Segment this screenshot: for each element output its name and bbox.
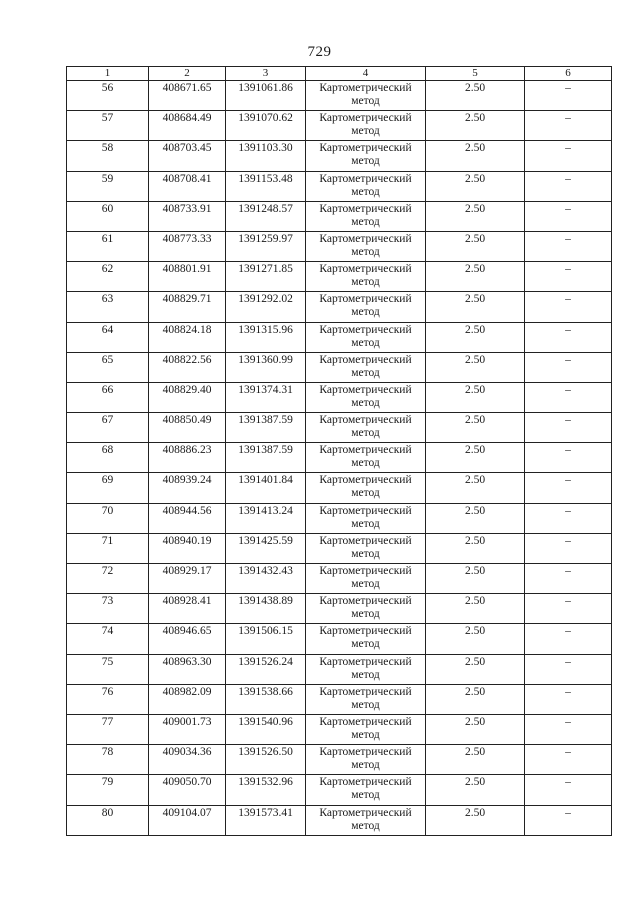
x-coordinate-cell: 408886.23 [149,443,226,473]
point-number-cell: 78 [67,745,149,775]
point-number-cell: 60 [67,201,149,231]
accuracy-cell: 2.50 [426,262,525,292]
method-cell [306,262,426,292]
table-row [67,594,612,624]
accuracy-cell: 2.50 [426,292,525,322]
note-cell: – [525,413,612,443]
method-line-2: метод [351,728,380,741]
accuracy-cell: 2.50 [426,503,525,533]
point-number-cell: 56 [67,81,149,111]
method-line-2: метод [351,819,380,832]
y-coordinate-cell: 1391292.02 [226,292,306,322]
table-row [67,503,612,533]
accuracy-cell: 2.50 [426,382,525,412]
method-line-1: Картометрический [319,534,412,547]
x-coordinate-cell: 408939.24 [149,473,226,503]
note-cell: – [525,473,612,503]
method-line-2: метод [351,638,380,651]
x-coordinate-cell: 408708.41 [149,171,226,201]
note-cell: – [525,292,612,322]
point-number-cell: 58 [67,141,149,171]
accuracy-cell: 2.50 [426,805,525,835]
column-header-4: 4 [306,67,426,81]
method-cell [306,171,426,201]
method-cell [306,564,426,594]
y-coordinate-cell: 1391532.96 [226,775,306,805]
method-line-2: метод [351,789,380,802]
point-number-cell: 64 [67,322,149,352]
method-line-1: Картометрический [319,625,412,638]
y-coordinate-cell: 1391387.59 [226,413,306,443]
x-coordinate-cell: 408801.91 [149,262,226,292]
method-cell [306,292,426,322]
method-cell [306,413,426,443]
method-line-2: метод [351,517,380,530]
column-header-3: 3 [226,67,306,81]
method-line-1: Картометрический [319,806,412,819]
note-cell: – [525,262,612,292]
y-coordinate-cell: 1391374.31 [226,382,306,412]
point-number-cell: 59 [67,171,149,201]
method-line-1: Картометрический [319,172,412,185]
y-coordinate-cell: 1391540.96 [226,714,306,744]
table-row [67,775,612,805]
table-row [67,262,612,292]
x-coordinate-cell: 409034.36 [149,745,226,775]
table-row [67,352,612,382]
method-line-2: метод [351,457,380,470]
x-coordinate-cell: 408733.91 [149,201,226,231]
note-cell: – [525,654,612,684]
note-cell: – [525,624,612,654]
point-number-cell: 72 [67,564,149,594]
column-header-6: 6 [525,67,612,81]
table-row [67,714,612,744]
method-line-2: метод [351,487,380,500]
method-cell [306,745,426,775]
method-cell [306,443,426,473]
x-coordinate-cell: 408928.41 [149,594,226,624]
point-number-cell: 63 [67,292,149,322]
table-row [67,382,612,412]
table-row [67,201,612,231]
method-line-1: Картометрический [319,595,412,608]
method-line-1: Картометрический [319,202,412,215]
accuracy-cell: 2.50 [426,201,525,231]
note-cell: – [525,111,612,141]
y-coordinate-cell: 1391526.24 [226,654,306,684]
x-coordinate-cell: 408684.49 [149,111,226,141]
accuracy-cell: 2.50 [426,231,525,261]
x-coordinate-cell: 408829.71 [149,292,226,322]
point-number-cell: 79 [67,775,149,805]
y-coordinate-cell: 1391315.96 [226,322,306,352]
method-line-2: метод [351,125,380,138]
y-coordinate-cell: 1391103.30 [226,141,306,171]
method-line-2: метод [351,578,380,590]
note-cell: – [525,533,612,563]
method-line-2: метод [351,668,380,681]
method-line-2: метод [351,276,380,289]
accuracy-cell: 2.50 [426,81,525,111]
x-coordinate-cell: 408822.56 [149,352,226,382]
method-line-2: метод [351,306,380,319]
point-number-cell: 71 [67,533,149,563]
accuracy-cell: 2.50 [426,684,525,714]
note-cell: – [525,503,612,533]
accuracy-cell: 2.50 [426,141,525,171]
table-row [67,111,612,141]
method-line-2: метод [351,95,380,107]
x-coordinate-cell: 408963.30 [149,654,226,684]
method-line-1: Картометрический [319,746,412,759]
accuracy-cell: 2.50 [426,594,525,624]
method-cell [306,624,426,654]
y-coordinate-cell: 1391438.89 [226,594,306,624]
x-coordinate-cell: 408671.65 [149,81,226,111]
note-cell: – [525,81,612,111]
method-cell [306,473,426,503]
note-cell: – [525,443,612,473]
column-header-2: 2 [149,67,226,81]
note-cell: – [525,805,612,835]
y-coordinate-cell: 1391061.86 [226,81,306,111]
method-line-2: метод [351,366,380,379]
point-number-cell: 66 [67,382,149,412]
method-cell [306,775,426,805]
table-header [67,67,612,81]
method-line-1: Картометрический [319,232,412,245]
accuracy-cell: 2.50 [426,352,525,382]
method-line-1: Картометрический [319,474,412,487]
table-row [67,231,612,261]
column-header-5: 5 [426,67,525,81]
y-coordinate-cell: 1391425.59 [226,533,306,563]
accuracy-cell: 2.50 [426,654,525,684]
x-coordinate-cell: 408850.49 [149,413,226,443]
x-coordinate-cell: 408829.40 [149,382,226,412]
table-row [67,624,612,654]
y-coordinate-cell: 1391360.99 [226,352,306,382]
accuracy-cell: 2.50 [426,443,525,473]
note-cell: – [525,141,612,171]
accuracy-cell: 2.50 [426,111,525,141]
table-row [67,413,612,443]
method-line-1: Картометрический [319,323,412,336]
method-cell [306,231,426,261]
method-line-1: Картометрический [319,565,412,577]
method-line-1: Картометрический [319,776,412,789]
accuracy-cell: 2.50 [426,564,525,594]
method-line-1: Картометрический [319,142,412,155]
y-coordinate-cell: 1391526.50 [226,745,306,775]
point-number-cell: 61 [67,231,149,261]
y-coordinate-cell: 1391248.57 [226,201,306,231]
note-cell: – [525,564,612,594]
table-row [67,564,612,594]
x-coordinate-cell: 408982.09 [149,684,226,714]
method-line-2: метод [351,245,380,258]
method-line-1: Картометрический [319,685,412,698]
method-cell [306,322,426,352]
method-line-2: метод [351,155,380,168]
accuracy-cell: 2.50 [426,413,525,443]
point-number-cell: 75 [67,654,149,684]
method-cell [306,382,426,412]
x-coordinate-cell: 408946.65 [149,624,226,654]
note-cell: – [525,745,612,775]
y-coordinate-cell: 1391413.24 [226,503,306,533]
note-cell: – [525,201,612,231]
note-cell: – [525,714,612,744]
table-row [67,443,612,473]
method-line-2: метод [351,547,380,560]
y-coordinate-cell: 1391506.15 [226,624,306,654]
note-cell: – [525,684,612,714]
method-line-2: метод [351,759,380,772]
table-row [67,171,612,201]
table-row [67,292,612,322]
method-line-1: Картометрический [319,655,412,668]
point-number-cell: 69 [67,473,149,503]
coordinates-table [66,66,612,836]
method-cell [306,141,426,171]
note-cell: – [525,322,612,352]
method-line-1: Картометрический [319,715,412,728]
method-line-1: Картометрический [319,414,412,427]
page-number: 729 [307,44,332,60]
point-number-cell: 80 [67,805,149,835]
method-cell [306,201,426,231]
method-line-2: метод [351,698,380,711]
note-cell: – [525,352,612,382]
x-coordinate-cell: 408773.33 [149,231,226,261]
accuracy-cell: 2.50 [426,775,525,805]
method-line-2: метод [351,185,380,198]
point-number-cell: 67 [67,413,149,443]
table-row [67,473,612,503]
table-body [67,81,612,836]
column-header-1: 1 [67,67,149,81]
method-cell [306,503,426,533]
y-coordinate-cell: 1391387.59 [226,443,306,473]
method-cell [306,533,426,563]
method-cell [306,111,426,141]
note-cell: – [525,382,612,412]
point-number-cell: 74 [67,624,149,654]
point-number-cell: 62 [67,262,149,292]
x-coordinate-cell: 408824.18 [149,322,226,352]
accuracy-cell: 2.50 [426,473,525,503]
y-coordinate-cell: 1391432.43 [226,564,306,594]
table-row [67,684,612,714]
point-number-cell: 68 [67,443,149,473]
table-row [67,81,612,111]
y-coordinate-cell: 1391573.41 [226,805,306,835]
method-line-1: Картометрический [319,263,412,276]
method-cell [306,352,426,382]
x-coordinate-cell: 408940.19 [149,533,226,563]
table-row [67,322,612,352]
point-number-cell: 70 [67,503,149,533]
x-coordinate-cell: 409001.73 [149,714,226,744]
method-cell [306,714,426,744]
point-number-cell: 76 [67,684,149,714]
method-line-1: Картометрический [319,444,412,457]
note-cell: – [525,171,612,201]
x-coordinate-cell: 408929.17 [149,564,226,594]
accuracy-cell: 2.50 [426,714,525,744]
table-row [67,745,612,775]
x-coordinate-cell: 409050.70 [149,775,226,805]
table-row [67,533,612,563]
table-row [67,805,612,835]
accuracy-cell: 2.50 [426,624,525,654]
method-cell [306,654,426,684]
method-line-1: Картометрический [319,82,412,94]
method-line-2: метод [351,336,380,349]
header-row [67,67,612,81]
note-cell: – [525,231,612,261]
accuracy-cell: 2.50 [426,171,525,201]
y-coordinate-cell: 1391153.48 [226,171,306,201]
method-line-2: метод [351,608,380,621]
y-coordinate-cell: 1391070.62 [226,111,306,141]
point-number-cell: 65 [67,352,149,382]
table-row [67,141,612,171]
method-line-1: Картометрический [319,504,412,517]
method-line-2: метод [351,215,380,228]
method-cell [306,805,426,835]
method-line-1: Картометрический [319,293,412,306]
method-cell [306,81,426,111]
method-line-1: Картометрический [319,112,412,125]
accuracy-cell: 2.50 [426,533,525,563]
x-coordinate-cell: 408944.56 [149,503,226,533]
accuracy-cell: 2.50 [426,322,525,352]
note-cell: – [525,775,612,805]
point-number-cell: 77 [67,714,149,744]
method-cell [306,684,426,714]
method-line-2: метод [351,427,380,440]
method-cell [306,594,426,624]
y-coordinate-cell: 1391401.84 [226,473,306,503]
point-number-cell: 73 [67,594,149,624]
method-line-1: Картометрический [319,383,412,396]
table-row [67,654,612,684]
accuracy-cell: 2.50 [426,745,525,775]
note-cell: – [525,594,612,624]
point-number-cell: 57 [67,111,149,141]
method-line-2: метод [351,396,380,409]
y-coordinate-cell: 1391538.66 [226,684,306,714]
x-coordinate-cell: 408703.45 [149,141,226,171]
method-line-1: Картометрический [319,353,412,366]
y-coordinate-cell: 1391271.85 [226,262,306,292]
x-coordinate-cell: 409104.07 [149,805,226,835]
y-coordinate-cell: 1391259.97 [226,231,306,261]
